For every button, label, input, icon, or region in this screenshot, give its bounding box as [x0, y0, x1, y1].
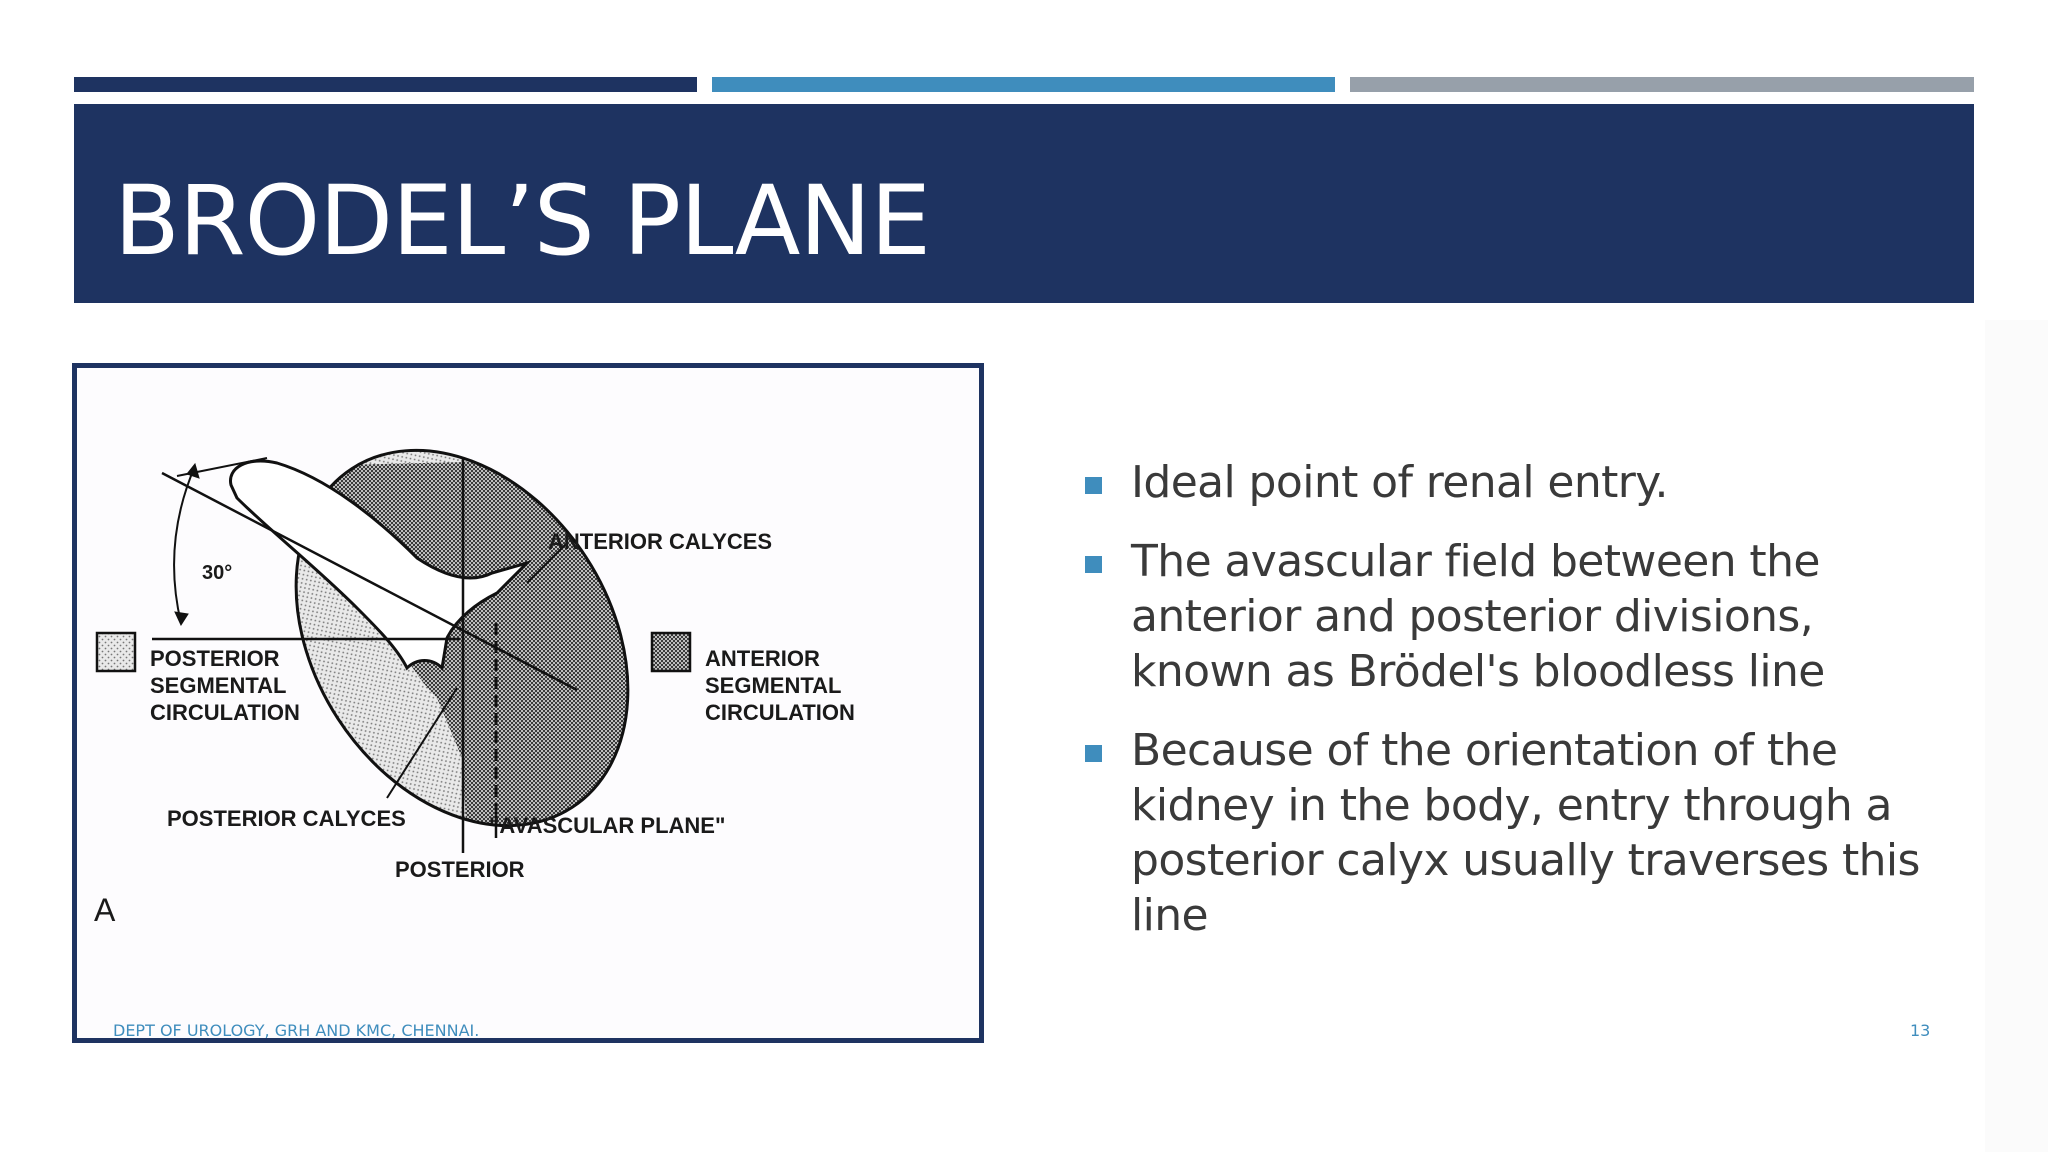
anterior-calyces-label: ANTERIOR CALYCES	[548, 529, 773, 554]
kidney-diagram-frame	[72, 363, 984, 1043]
bullet-list	[1080, 455, 1950, 967]
bullet-text: Because of the orientation of the kidney in the body, entry through a posterior calyx usually traverses this line	[1131, 725, 1920, 941]
anterior-circulation-label-3: CIRCULATION	[705, 700, 855, 725]
page-number: 13	[1910, 1021, 1931, 1040]
posterior-circulation-label-1: POSTERIOR	[150, 646, 280, 671]
bullet-item	[1080, 723, 1950, 943]
posterior-calyces-label: POSTERIOR CALYCES	[167, 806, 406, 831]
kidney-diagram	[77, 368, 979, 1038]
top-bar-navy	[74, 77, 697, 92]
bullet-text: The avascular field between the anterior and posterior divisions, known as Brödel's bloodless line	[1131, 536, 1825, 697]
panel-letter: A	[94, 892, 116, 928]
square-bullet-icon	[1085, 477, 1102, 494]
bullet-text: Ideal point of renal entry.	[1131, 457, 1668, 508]
slide-title: BRODEL’S PLANE	[114, 165, 930, 277]
square-bullet-icon	[1085, 556, 1102, 573]
posterior-circulation-label-2: SEGMENTAL	[150, 673, 287, 698]
posterior-legend-swatch	[97, 633, 135, 671]
anterior-legend-swatch	[652, 633, 690, 671]
background-strip	[1985, 320, 2048, 1152]
bullet-item	[1080, 534, 1950, 699]
anterior-circulation-label-2: SEGMENTAL	[705, 673, 842, 698]
angle-label: 30°	[202, 562, 233, 584]
avascular-plane-label: "AVASCULAR PLANE"	[489, 813, 726, 838]
top-bar-gray	[1350, 77, 1974, 92]
posterior-label: POSTERIOR	[395, 857, 525, 882]
posterior-circulation-label-3: CIRCULATION	[150, 700, 300, 725]
footer-text: DEPT OF UROLOGY, GRH AND KMC, CHENNAI.	[113, 1021, 480, 1040]
top-bar-blue	[712, 77, 1335, 92]
square-bullet-icon	[1085, 745, 1102, 762]
bullet-item	[1080, 455, 1950, 510]
anterior-circulation-label-1: ANTERIOR	[705, 646, 820, 671]
